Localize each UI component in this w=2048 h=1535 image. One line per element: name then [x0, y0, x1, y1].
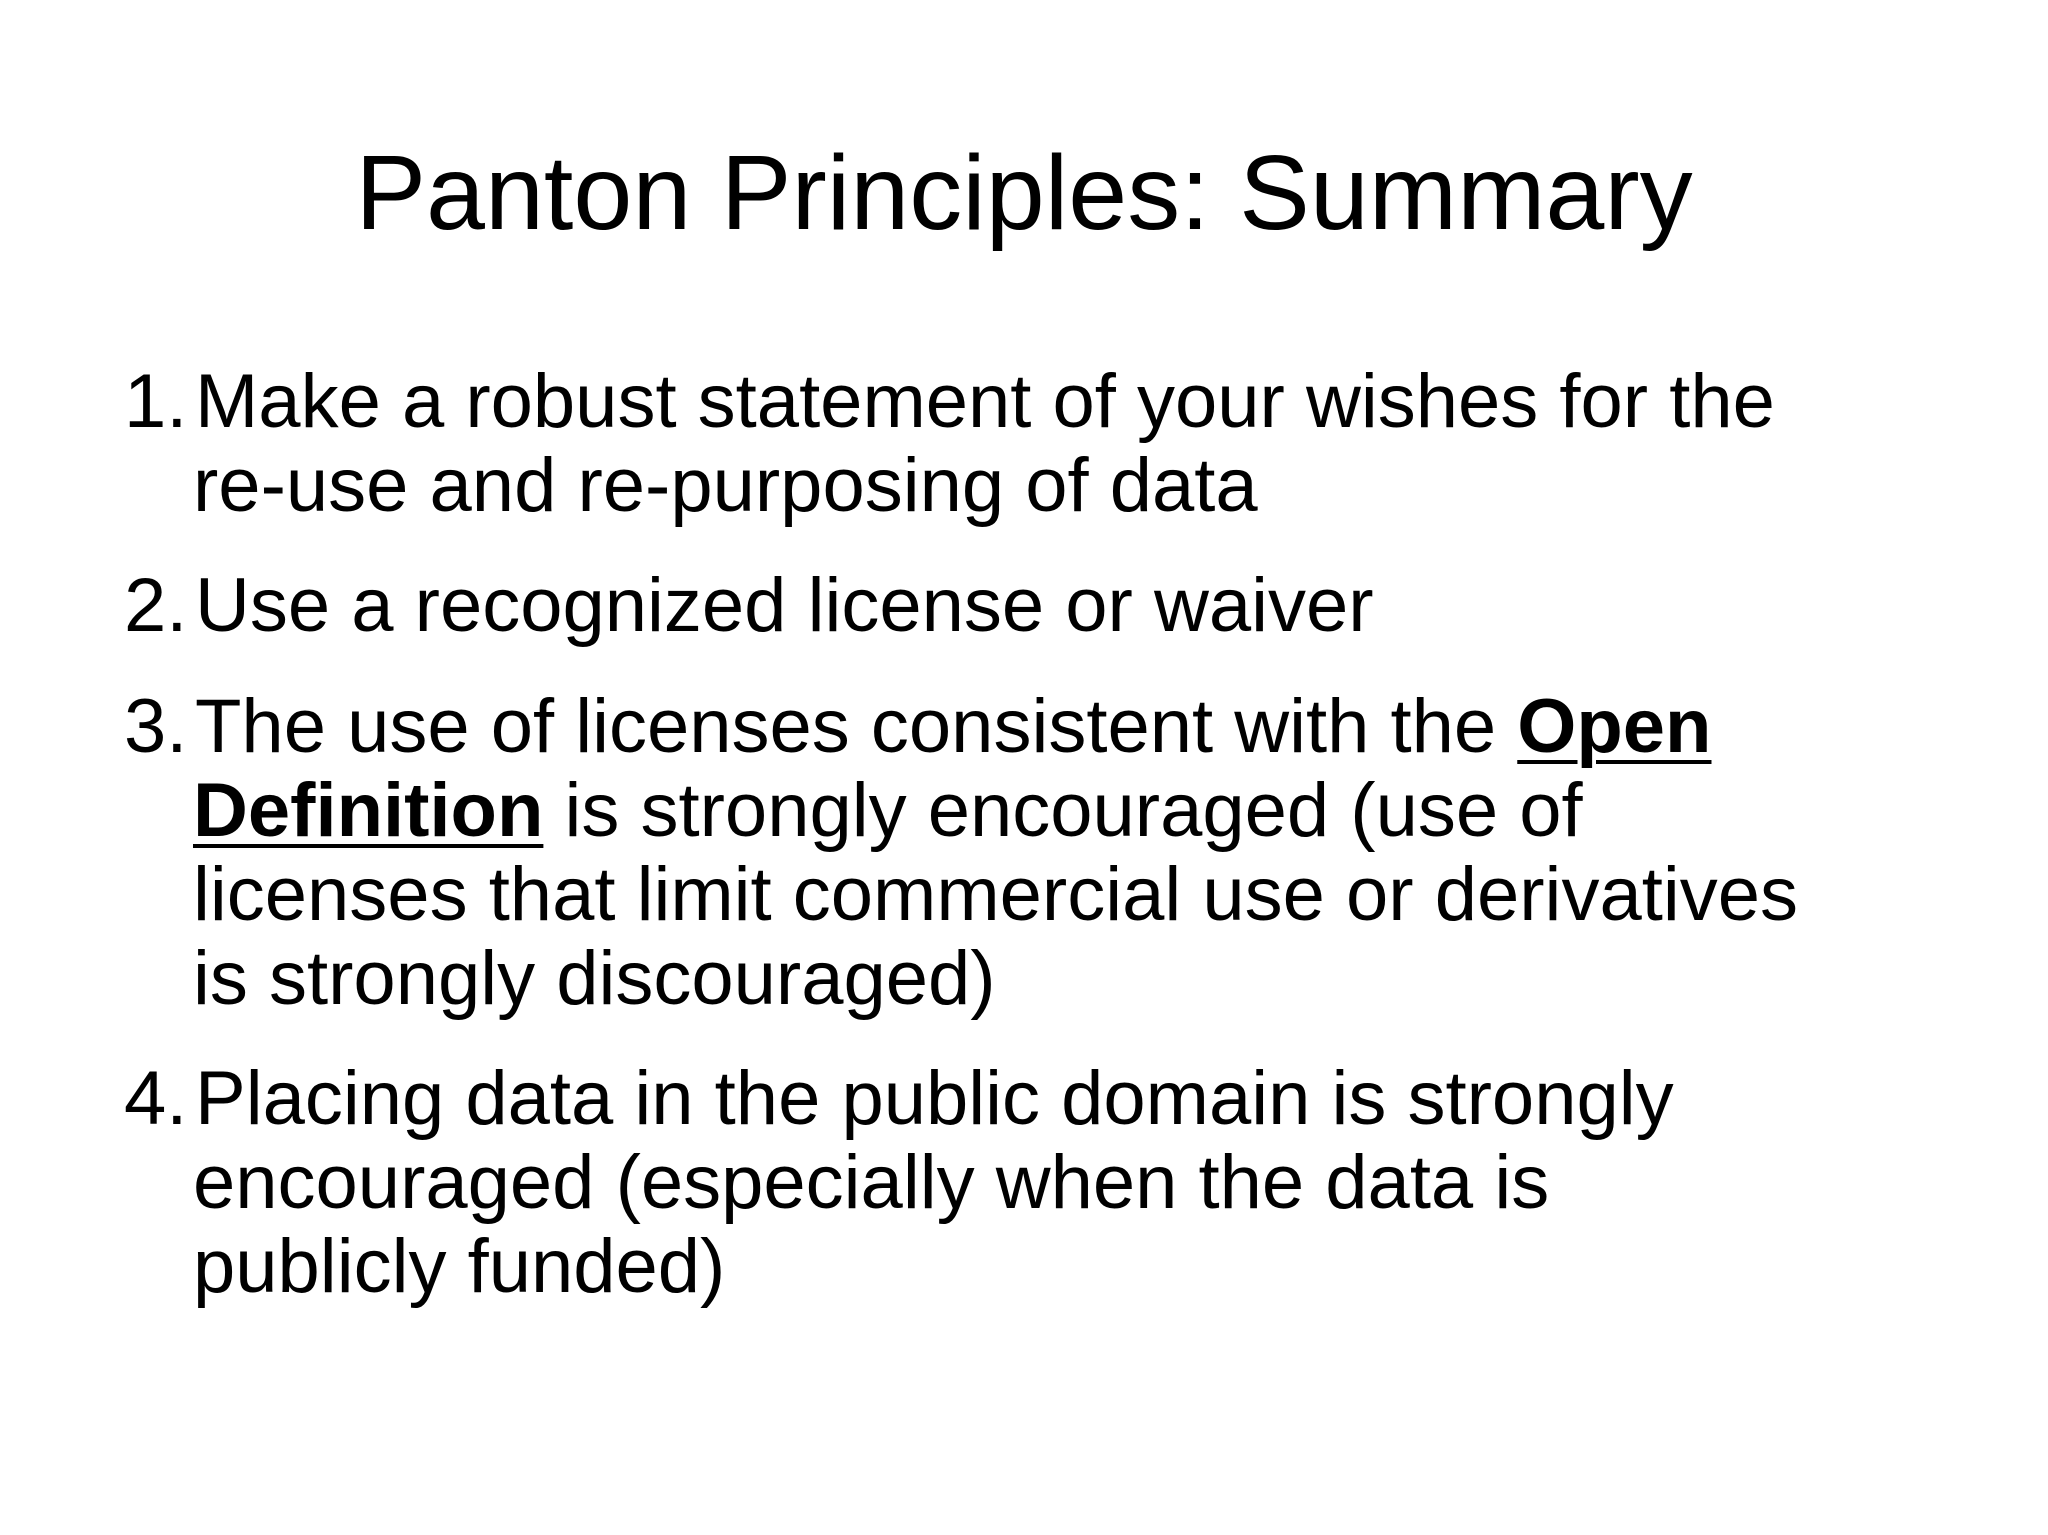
item-line: publicly funded) — [193, 1224, 726, 1309]
item-text — [193, 564, 1374, 648]
item-line: is strongly discouraged) — [193, 936, 996, 1021]
item-line: Make a robust statement of your wishes for the — [195, 359, 1775, 444]
item-line: Placing data in the public domain is strongly — [195, 1056, 1674, 1141]
item-line — [193, 769, 1798, 853]
slide-title: Panton Principles: Summary — [355, 134, 1693, 252]
item-text — [193, 360, 1775, 528]
item-number: 4. — [124, 1056, 188, 1141]
open-definition-link[interactable]: Definition — [193, 768, 544, 853]
item-line-segment: is strongly encouraged (use of — [543, 768, 1583, 853]
item-line: re-use and re-purposing of data — [193, 443, 1258, 528]
item-text — [193, 1057, 1674, 1309]
item-line: licenses that limit commercial use or derivatives — [193, 852, 1798, 937]
item-line: encouraged (especially when the data is — [193, 1140, 1550, 1225]
item-number: 1. — [124, 359, 188, 444]
item-number: 3. — [124, 684, 188, 769]
item-number: 2. — [124, 563, 188, 648]
item-line: Use a recognized license or waiver — [195, 563, 1374, 648]
item-line-segment: The use of licenses consistent with the — [195, 684, 1518, 769]
item-line — [195, 685, 1798, 769]
item-text — [193, 685, 1798, 1021]
open-definition-link[interactable]: Open — [1517, 684, 1712, 769]
